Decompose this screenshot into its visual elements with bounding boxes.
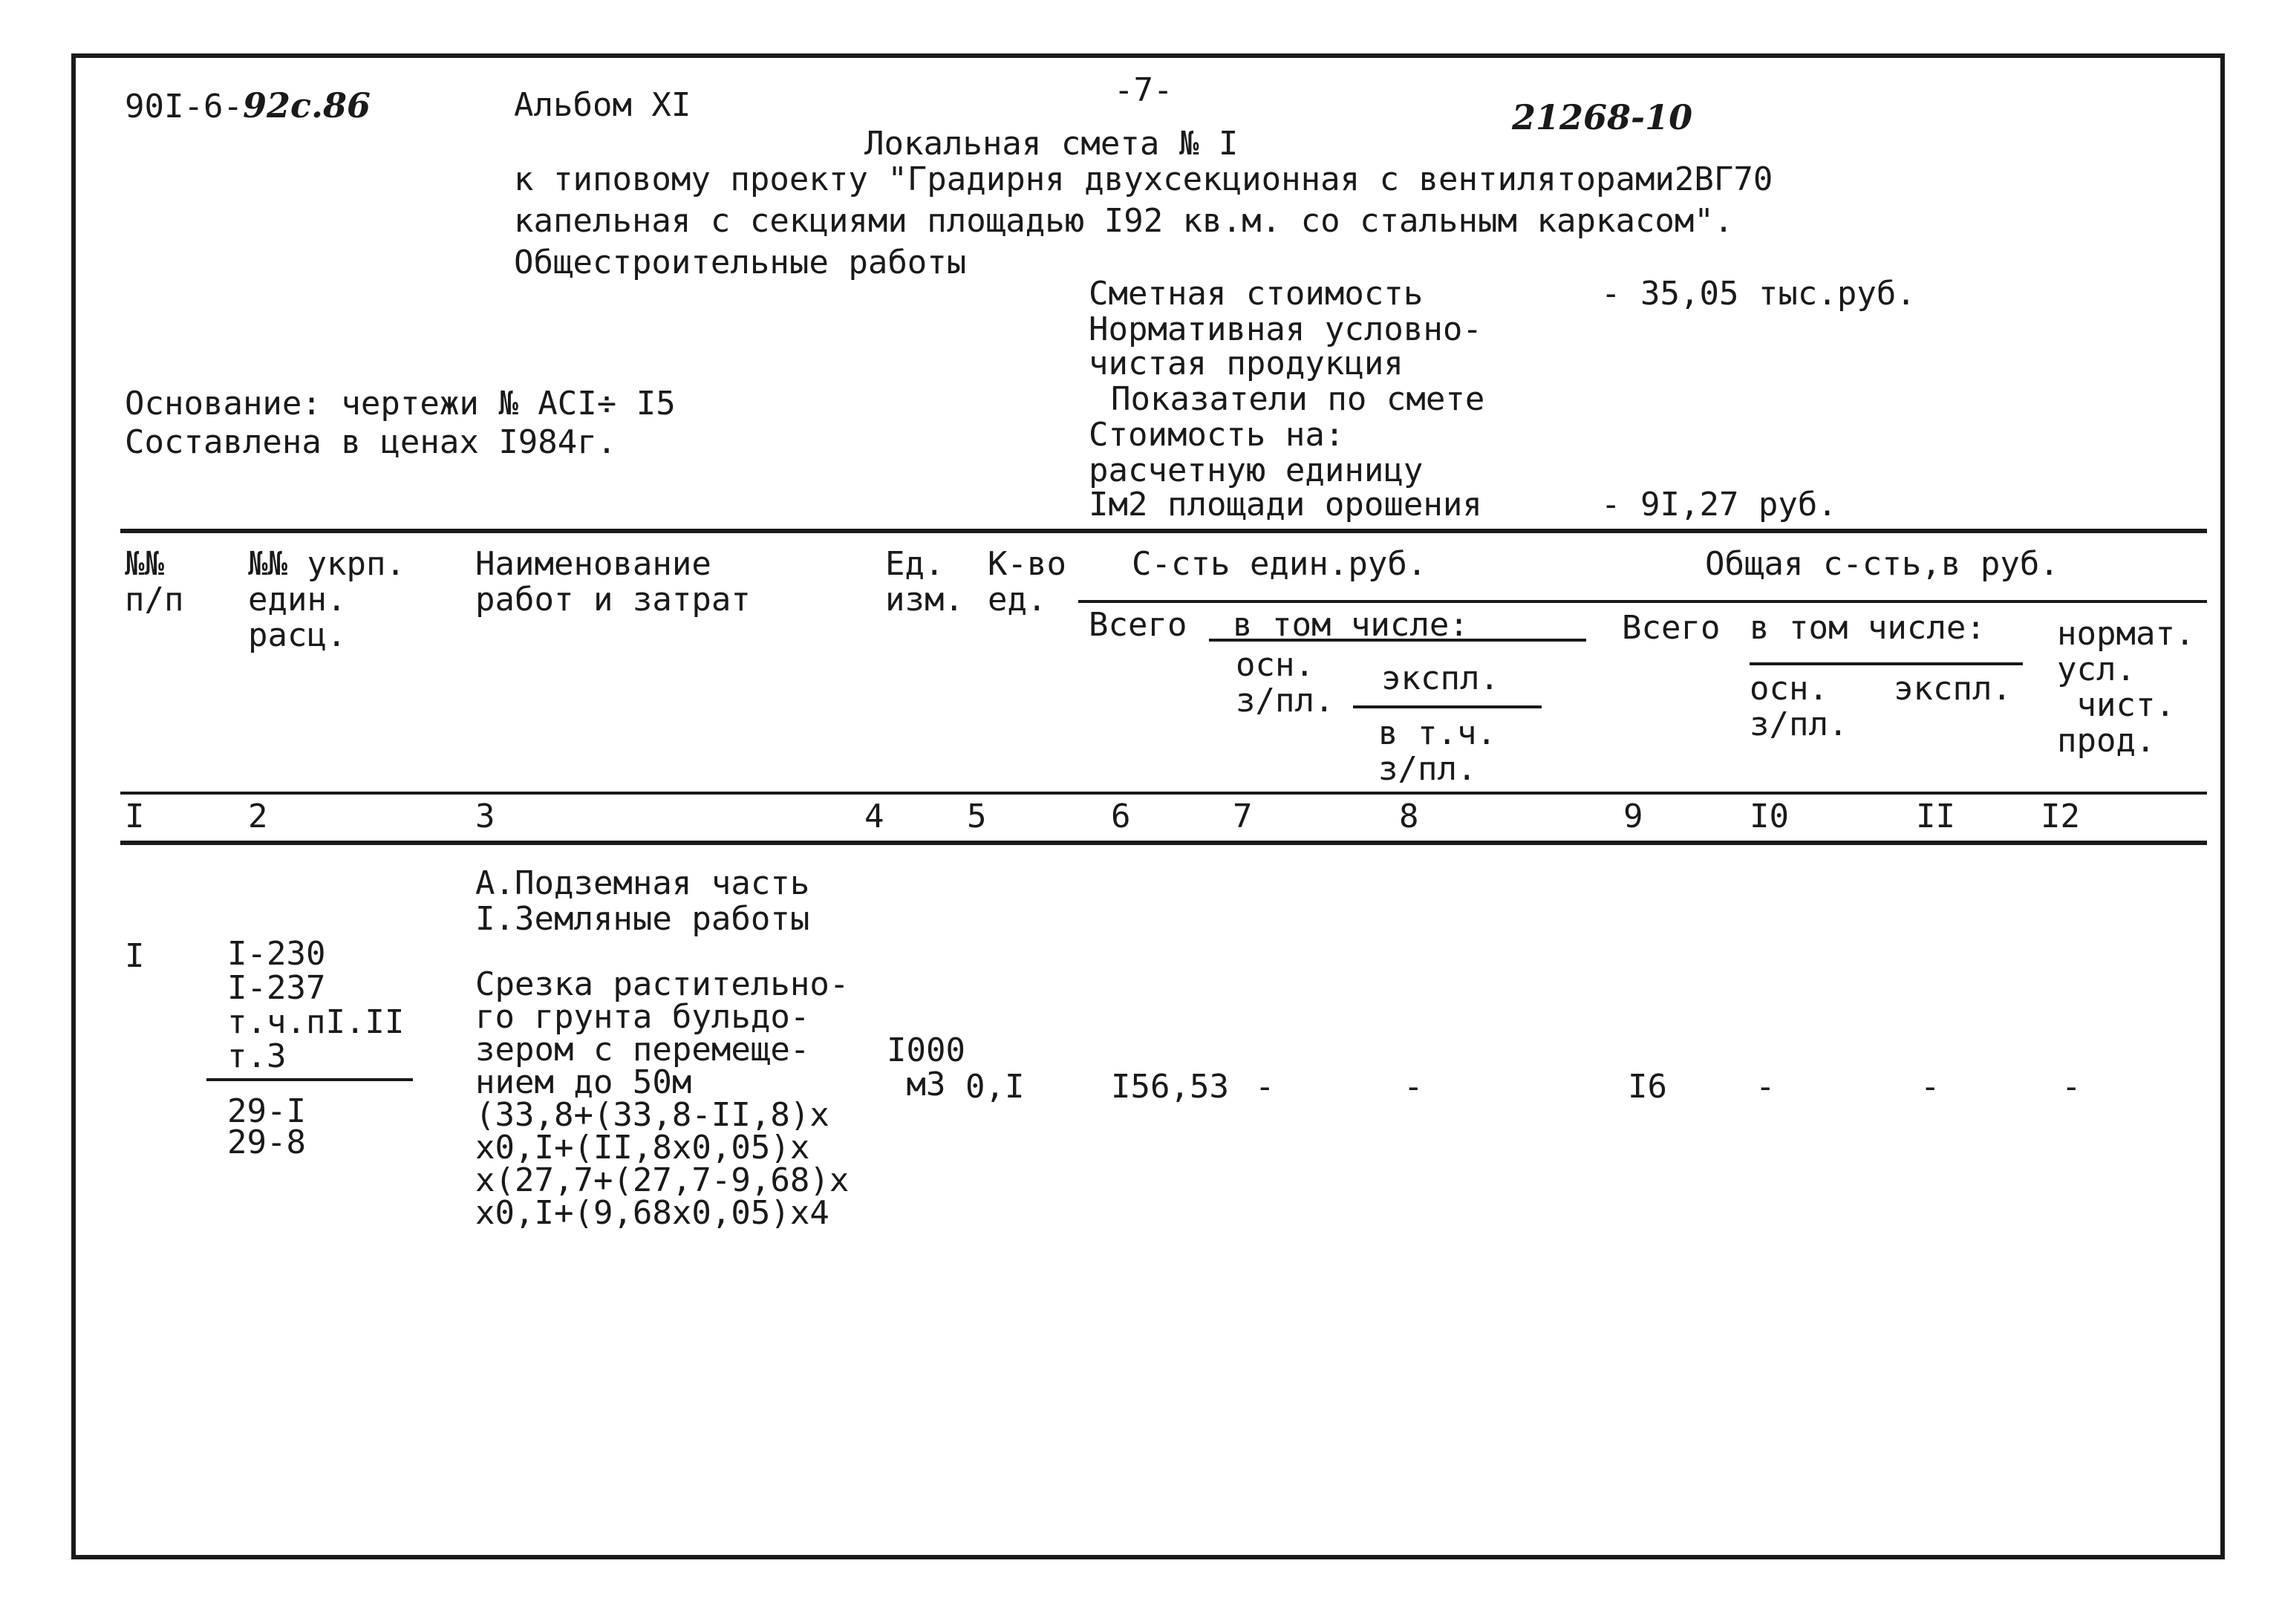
section-a-title: А.Подземная часть bbox=[475, 864, 810, 902]
operation-rule bbox=[1353, 705, 1542, 708]
row-quantity: 0,I bbox=[965, 1068, 1025, 1106]
table-top-rule bbox=[120, 529, 2207, 533]
unit-label: расчетную единицу bbox=[1089, 451, 1424, 489]
doc-code-handwritten: 92с.86 bbox=[242, 85, 371, 125]
col-num-7: 7 bbox=[1233, 798, 1253, 835]
project-line-1: к типовому проекту "Градирня двухсекционная с вентиляторами2ВГ70 bbox=[514, 160, 1773, 198]
doc-code bbox=[125, 85, 371, 125]
header-unit-including: в том числе: bbox=[1233, 606, 1469, 644]
area-label: Iм2 площади орошения bbox=[1089, 486, 1482, 524]
row-total-operation: - bbox=[1920, 1068, 1940, 1106]
col-num-3: 3 bbox=[475, 798, 495, 835]
normative-label-2: чистая продукция bbox=[1089, 345, 1404, 382]
header-total-cost: Общая с-сть,в руб. bbox=[1705, 545, 2059, 583]
header-rate-codes: №№ укрп. един. расц. bbox=[248, 545, 405, 654]
col-num-5: 5 bbox=[967, 798, 987, 835]
header-normative: нормат. усл. чист. прод. bbox=[2057, 615, 2195, 760]
header-total-including: в том числе: bbox=[1750, 609, 1986, 647]
row-rate-codes-bottom: 29-I 29-8 bbox=[227, 1092, 306, 1161]
column-numbers-top-rule bbox=[120, 792, 2207, 795]
indicators-label: Показатели по смете bbox=[1111, 380, 1485, 418]
estimated-cost-value: - 35,05 тыс.руб. bbox=[1601, 275, 1916, 313]
row-total: I6 bbox=[1628, 1068, 1667, 1106]
row-unit: I000 м3 bbox=[887, 1031, 965, 1103]
works-type: Общестроительные работы bbox=[514, 244, 967, 281]
cost-on-label: Стоимость на: bbox=[1089, 416, 1345, 454]
area-value: - 9I,27 руб. bbox=[1601, 486, 1837, 524]
row-rate-codes-top: I-230 I-237 т.ч.пI.II т.3 bbox=[227, 935, 405, 1075]
col-num-10: I0 bbox=[1750, 798, 1789, 835]
project-line-2: капельная с секциями площадью I92 кв.м. со стальным каркасом". bbox=[514, 202, 1734, 240]
col-num-12: I2 bbox=[2041, 798, 2080, 835]
col-num-11: II bbox=[1916, 798, 1955, 835]
album-label: Альбом XI bbox=[514, 86, 691, 124]
basis-line: Основание: чертежи № АСI÷ I5 bbox=[125, 385, 676, 423]
header-quantity: К-во ед. bbox=[988, 545, 1066, 619]
header-row-number: №№ п/п bbox=[125, 545, 184, 619]
header-total-operation: экспл. bbox=[1894, 670, 2012, 708]
header-unit-incl-wage: в т.ч. з/пл. bbox=[1378, 714, 1496, 788]
header-unit: Ед. изм. bbox=[885, 545, 964, 619]
row-description: Срезка растительно- го грунта бульдо- зером с перемеще- нием до 50м (33,8+(33,8-II,8)х х0,I+(II,8х0,05)х х(27,7+(27,7-9,68)х х0,I+(9,68х0,05)х4 bbox=[475, 965, 850, 1232]
prices-line: Составлена в ценах I984г. bbox=[125, 423, 617, 461]
row-unit-total: I56,53 bbox=[1111, 1068, 1229, 1106]
estimate-title: Локальная смета № I bbox=[864, 125, 1239, 163]
column-numbers-bottom-rule bbox=[120, 841, 2207, 845]
normative-label-1: Нормативная условно- bbox=[1089, 310, 1482, 348]
header-total-total: Всего bbox=[1622, 609, 1721, 647]
row-normative: - bbox=[2061, 1068, 2081, 1106]
col-num-1: I bbox=[125, 798, 145, 835]
section-1-title: I.Земляные работы bbox=[475, 900, 810, 938]
col-num-2: 2 bbox=[248, 798, 268, 835]
col-num-9: 9 bbox=[1623, 798, 1643, 835]
col-num-6: 6 bbox=[1111, 798, 1131, 835]
header-unit-operation: экспл. bbox=[1381, 659, 1499, 697]
including2-rule bbox=[1750, 662, 2023, 665]
row-unit-operation: - bbox=[1404, 1068, 1424, 1106]
stamp-number: 21268-10 bbox=[1512, 97, 1693, 137]
estimated-cost-label: Сметная стоимость bbox=[1089, 275, 1424, 313]
col-num-4: 4 bbox=[864, 798, 884, 835]
row-total-wage: - bbox=[1755, 1068, 1776, 1106]
header-work-name: Наименование работ и затрат bbox=[475, 545, 751, 619]
header-unit-base-wage: осн. з/пл. bbox=[1236, 646, 1334, 720]
col-num-8: 8 bbox=[1399, 798, 1419, 835]
subheader-rule-right bbox=[1078, 600, 2207, 603]
page-number: -7- bbox=[1114, 71, 1173, 109]
doc-code-prefix: 90I-6- bbox=[125, 88, 243, 125]
row-number: I bbox=[125, 937, 145, 975]
header-unit-cost: С-сть един.руб. bbox=[1132, 545, 1427, 583]
row-unit-wage: - bbox=[1255, 1068, 1275, 1106]
header-total-base-wage: осн. з/пл. bbox=[1750, 670, 1848, 743]
header-unit-total: Всего bbox=[1089, 606, 1187, 644]
rate-codes-divider bbox=[206, 1078, 413, 1081]
